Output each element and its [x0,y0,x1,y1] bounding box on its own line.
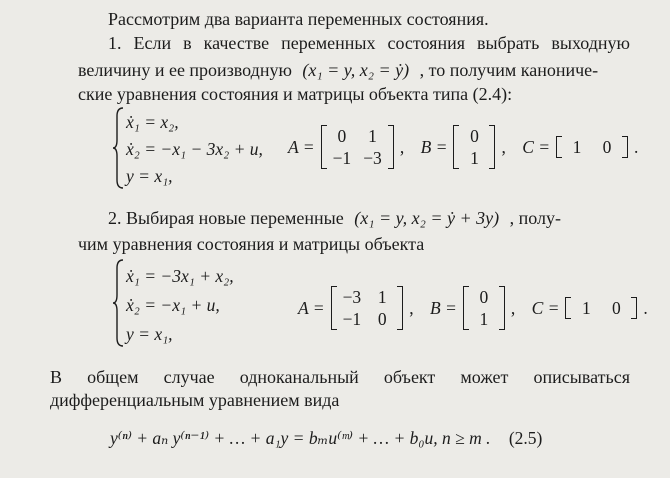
sys1-eq2: ẋ₂ = −x₁ − 3x₂ + u, [126,139,263,159]
general-line-b: дифференциальным уравнением вида [50,390,340,410]
equation-2-5-body: y⁽ⁿ⁾ + aₙ y⁽ⁿ⁻¹⁾ + … + a₁y = bₘu⁽ᵐ⁾ + … + b₀u, n ≥ m . [110,428,491,448]
matrix-B-1 [453,125,495,169]
matrix-C-2 [565,297,637,319]
sys1-eq1: ẋ₁ = x₂, [126,112,179,132]
item2-variables: (x₁ = y, x₂ = ẏ + 3y) [354,208,500,228]
state-system-1 [112,110,312,192]
intro-line: Рассмотрим два варианта переменных состояния. [108,9,489,29]
matrix-C-label-2: C = [531,297,560,318]
item2-line-b: чим уравнения состояния и матрицы объекта [78,234,425,254]
item1-line-a: 1. Если в качестве переменных состояния выбрать выходную [108,33,630,53]
matrix-B-2-table: 0 1 [479,287,489,329]
left-brace-icon [112,106,124,190]
matrix-C-label-1: C = [522,136,551,157]
matrix-B-2 [463,286,505,330]
item1-line-b [78,59,598,81]
left-brace-icon [112,258,124,348]
matrix-C-1 [556,136,628,158]
sys2-eq3: y = x₁, [126,324,173,344]
sys2-eq2: ẋ₂ = −x₁ + u, [126,295,220,315]
matrix-A-2 [331,286,404,330]
item2-line-a-post: , полу- [509,208,561,228]
matrix-C-2-table: 1 0 [582,298,621,318]
equation-2-5 [110,428,542,449]
matrix-B-1-table: 0 1 [470,126,479,168]
general-line-a: В общем случае одноканальный объект может описываться [50,367,630,387]
matrix-B-label-1: B = [420,136,448,157]
matrix-A-1-table: 0 1 −1 −3 [332,126,382,168]
sys1-eq3: y = x₁, [126,166,173,186]
matrix-A-label-2: A = [298,297,325,318]
item1-line-b-post: , то получим канониче- [419,60,599,80]
matrix-C-1-table: 1 0 [572,137,612,157]
matrices-2: A = −3 1 −1 0 , B = 0 1 , C = 1 0 . [298,287,648,329]
matrix-B-label-2: B = [429,297,457,318]
item2-line-a-pre: 2. Выбирая новые переменные [108,208,344,228]
equation-number: (2.5) [508,428,543,448]
matrix-A-2-table: −3 1 −1 0 [342,287,387,329]
matrix-A-1 [321,125,394,169]
matrices-1: A = 0 1 −1 −3 , B = 0 1 , C = 1 0 . [288,126,639,168]
matrix-A-label-1: A = [288,136,315,157]
item2-line-a [108,207,561,229]
item1-variables: (x₁ = y, x₂ = ẏ) [302,60,410,80]
item1-line-b-pre: величину и ее производную [78,60,292,80]
item1-line-c: ские уравнения состояния и матрицы объекта типа (2.4): [78,84,513,104]
sys2-eq1: ẋ₁ = −3x₁ + x₂, [126,266,234,286]
